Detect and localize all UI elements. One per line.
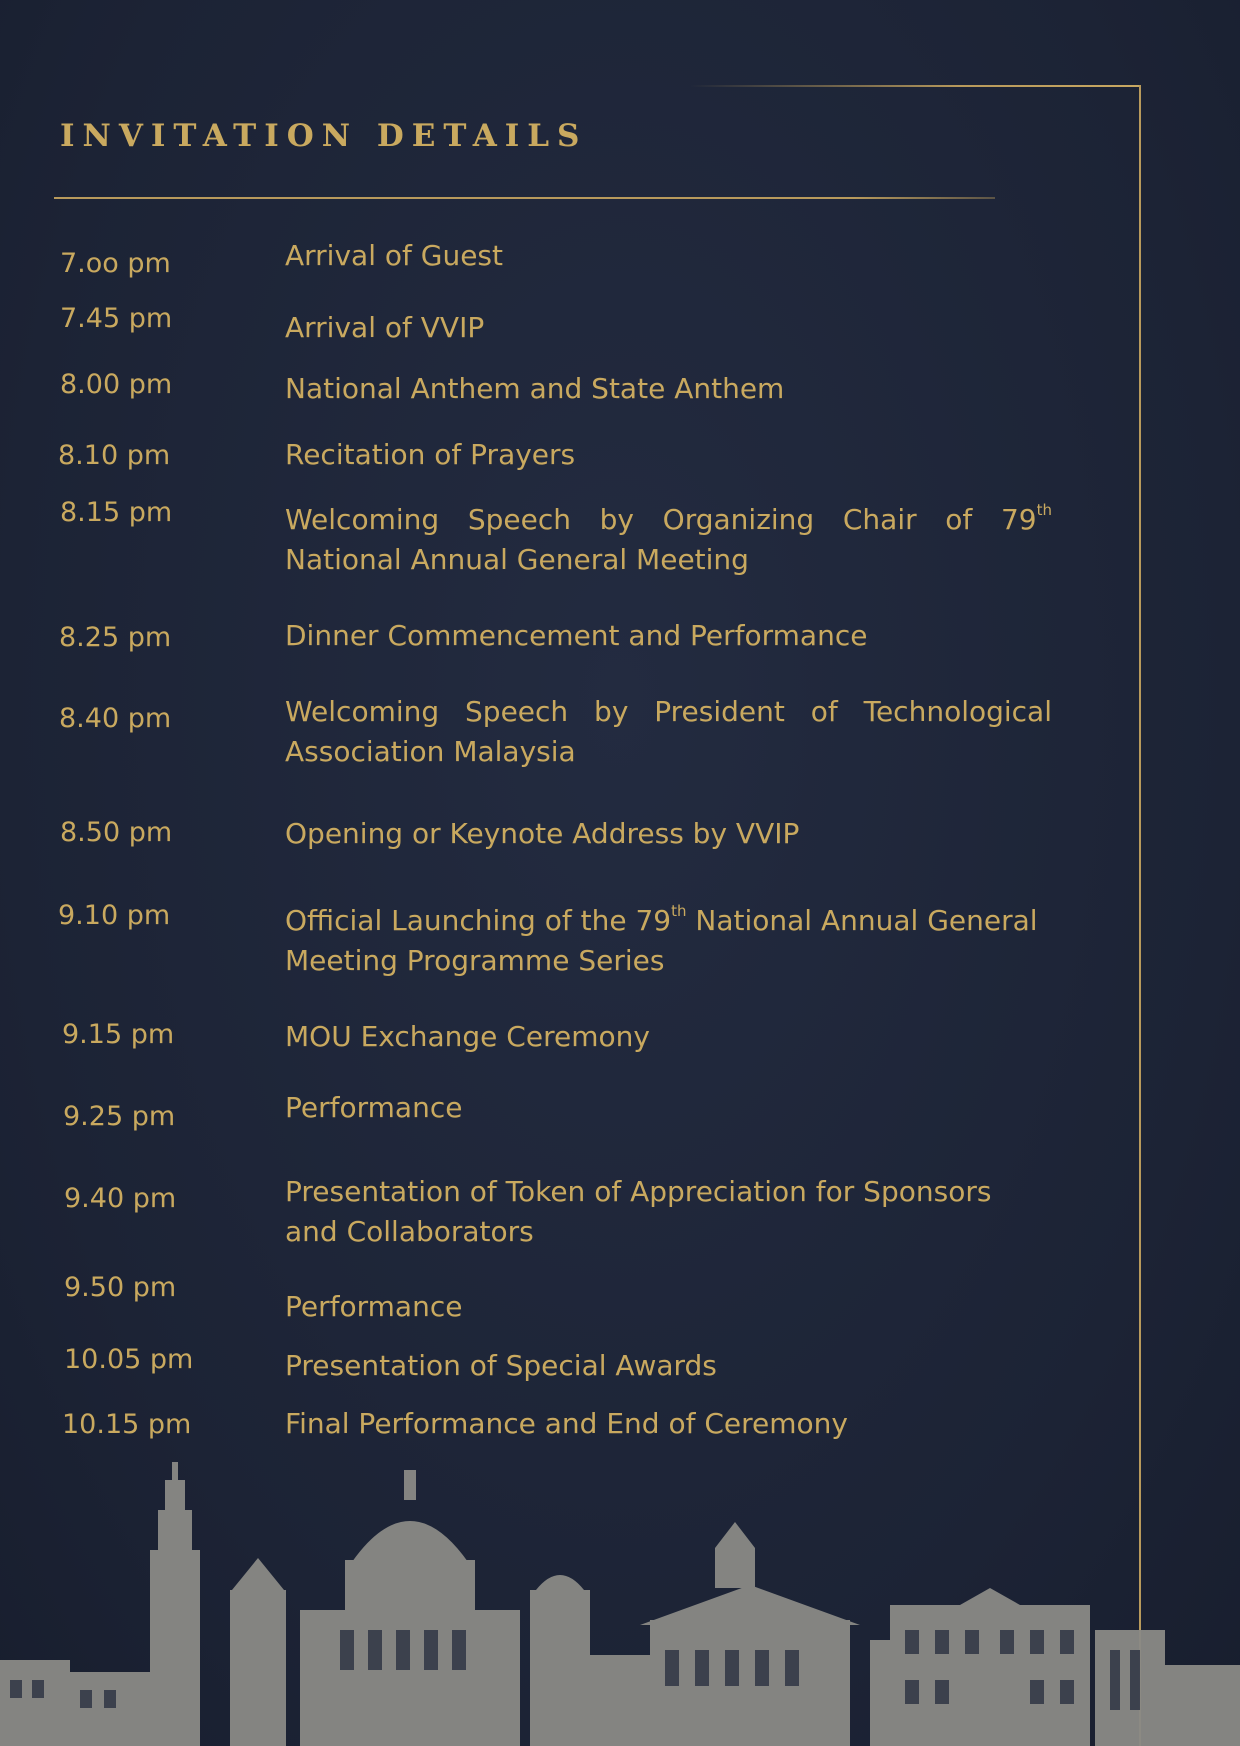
schedule-event: Opening or Keynote Address by VVIP <box>285 817 800 850</box>
schedule-time: 8.00 pm <box>60 369 173 400</box>
schedule-event: Welcoming Speech by President of Technological Association Malaysia <box>285 695 1052 768</box>
schedule-event-text: Official Launching of the 79 <box>285 904 672 937</box>
schedule-time: 9.15 pm <box>62 1019 175 1050</box>
ordinal-suffix: th <box>1036 501 1052 519</box>
title-divider <box>54 197 995 199</box>
schedule-event: Arrival of VVIP <box>285 311 485 344</box>
schedule-time: 9.50 pm <box>64 1272 177 1303</box>
schedule-event: Presentation of Special Awards <box>285 1349 717 1382</box>
schedule-event: Performance <box>285 1091 463 1124</box>
schedule-event-text: Welcoming Speech by Organizing Chair of 79 <box>285 503 1037 536</box>
schedule-time: 8.25 pm <box>59 622 172 653</box>
schedule-event: National Anthem and State Anthem <box>285 372 785 405</box>
schedule-event-text: National Annual General Meeting <box>285 543 749 576</box>
schedule-time: 8.15 pm <box>60 497 173 528</box>
schedule-event: Dinner Commencement and Performance <box>285 619 868 652</box>
schedule-time: 8.10 pm <box>58 440 171 471</box>
schedule-event: MOU Exchange Ceremony <box>285 1020 650 1053</box>
schedule-event-text: National Annual General Meeting Programme Series <box>285 904 1038 977</box>
schedule-event: Arrival of Guest <box>285 239 503 272</box>
ordinal-suffix: th <box>671 902 687 920</box>
page-title: INVITATION DETAILS <box>60 118 588 154</box>
schedule-event <box>285 500 1052 580</box>
schedule-time: 8.40 pm <box>59 703 172 734</box>
schedule-time: 7.45 pm <box>60 303 173 334</box>
schedule-time: 10.05 pm <box>64 1344 194 1375</box>
frame-top-border <box>690 85 1141 87</box>
schedule-time: 9.10 pm <box>58 900 171 931</box>
schedule-time: 8.50 pm <box>60 817 173 848</box>
schedule-time: 9.40 pm <box>64 1183 177 1214</box>
schedule-event: Recitation of Prayers <box>285 438 576 471</box>
schedule-event: Performance <box>285 1290 463 1323</box>
schedule-event: Presentation of Token of Appreciation for Sponsors and Collaborators <box>285 1175 992 1248</box>
schedule-time: 10.15 pm <box>62 1409 192 1440</box>
city-skyline-illustration <box>0 1440 1240 1746</box>
schedule-event: Final Performance and End of Ceremony <box>285 1407 848 1440</box>
schedule-event <box>285 901 1052 981</box>
schedule-time: 9.25 pm <box>63 1101 176 1132</box>
schedule-time: 7.oo pm <box>60 248 171 279</box>
